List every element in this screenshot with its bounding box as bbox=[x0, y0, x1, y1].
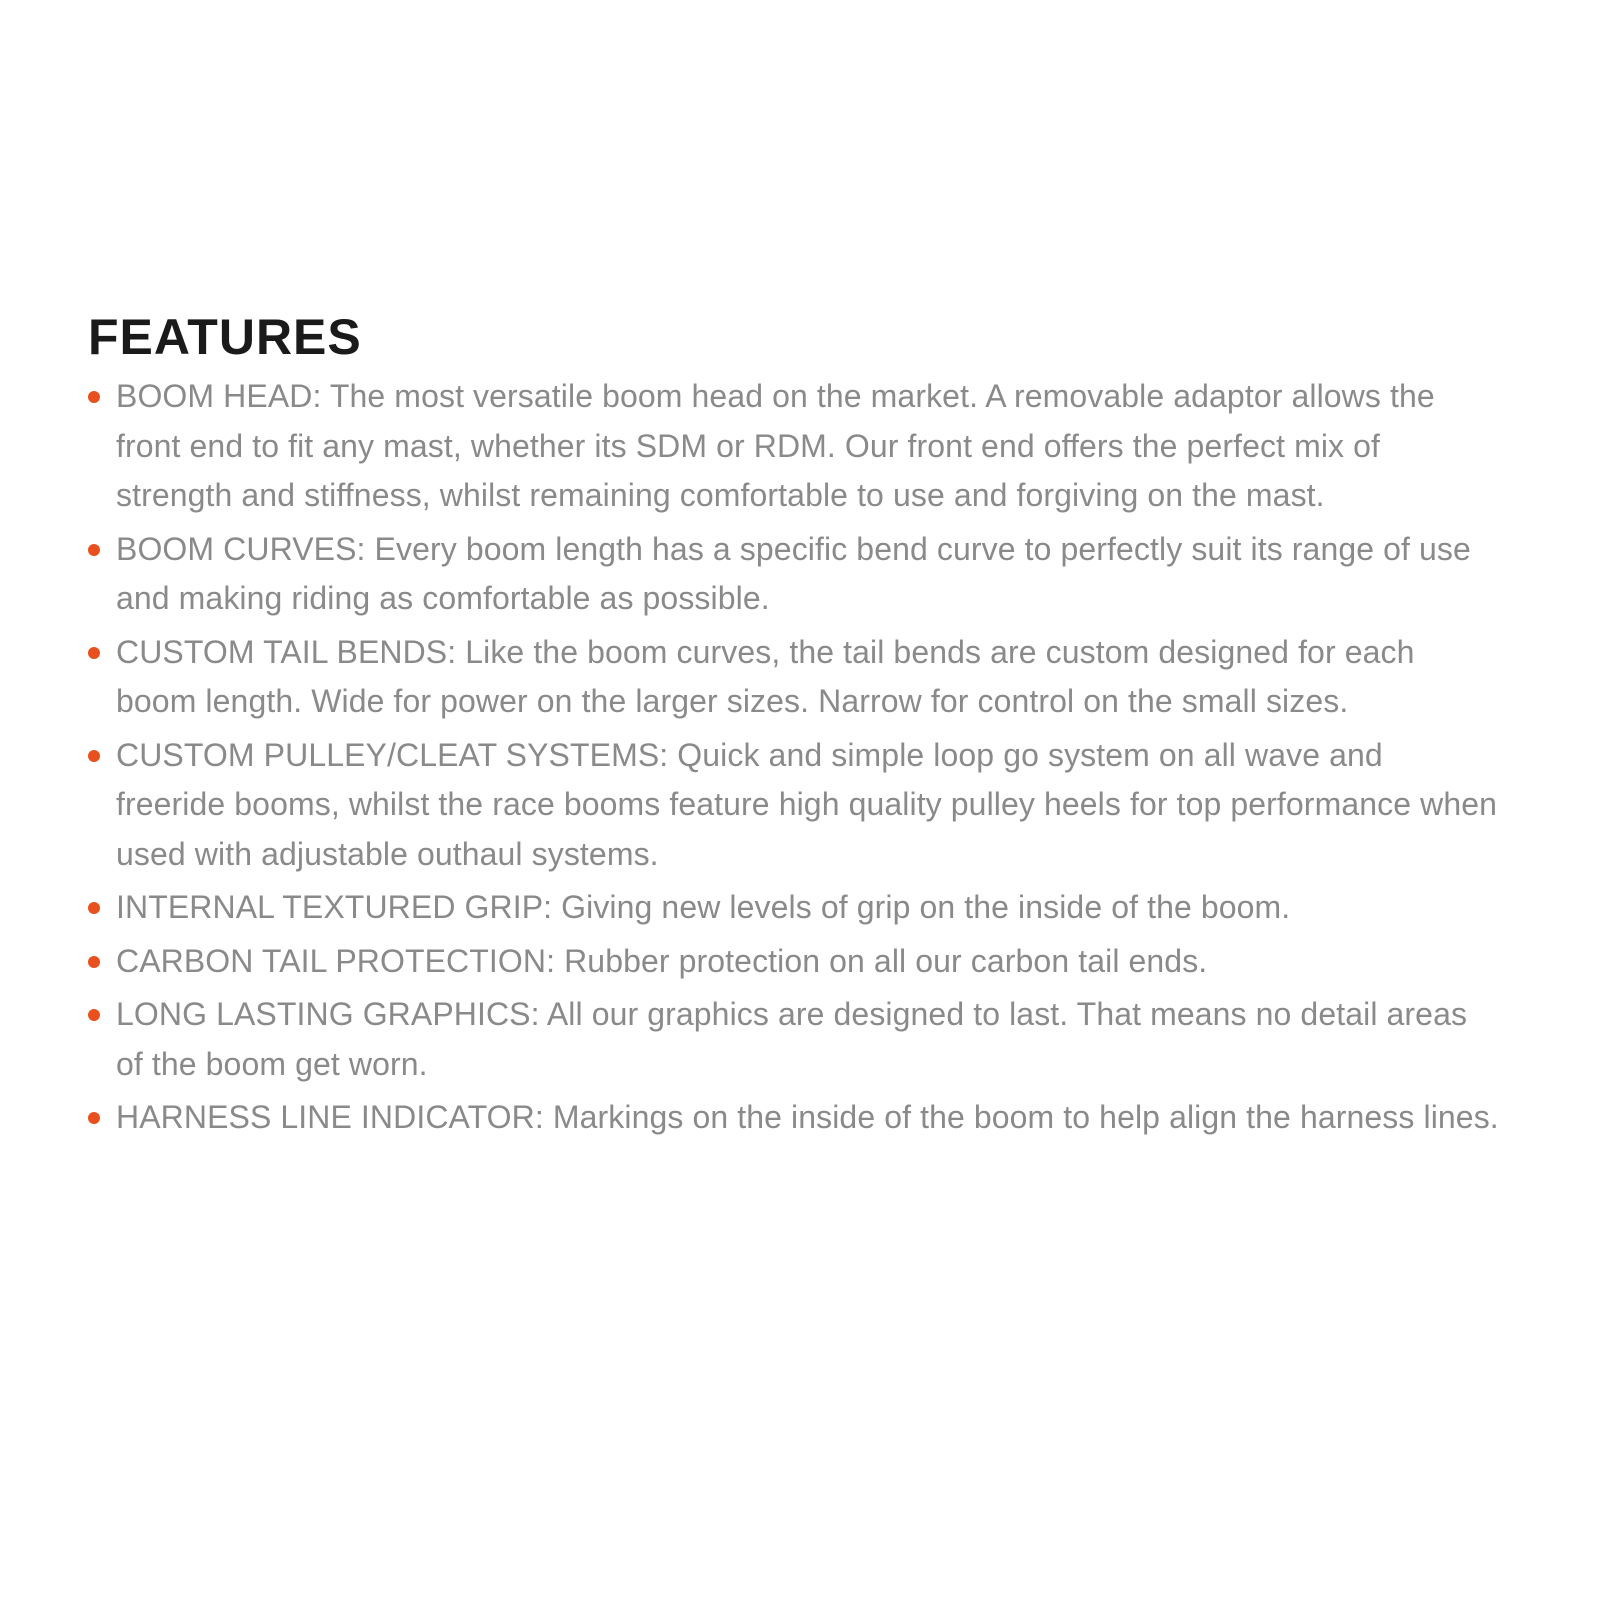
bullet-icon bbox=[88, 902, 100, 914]
feature-item-boom-head bbox=[88, 372, 1500, 521]
bullet-icon bbox=[88, 647, 100, 659]
features-list bbox=[88, 372, 1500, 1147]
feature-text: LONG LASTING GRAPHICS: All our graphics are designed to last. That means no detail areas of the boom get worn. bbox=[116, 996, 1468, 1082]
bullet-icon bbox=[88, 750, 100, 762]
bullet-icon bbox=[88, 544, 100, 556]
feature-text: BOOM CURVES: Every boom length has a specific bend curve to perfectly suit its range of use and making riding as comfortable as possible. bbox=[116, 530, 1471, 616]
page-title: FEATURES bbox=[88, 308, 362, 365]
feature-text: BOOM HEAD: The most versatile boom head on the market. A removable adaptor allows the front end to fit any mast, whether its SDM or RDM. Our front end offers the perfect mix of strength and stiffness, whilst remaining comfortable to use and forgiving on the mast. bbox=[116, 378, 1435, 513]
feature-item-boom-curves bbox=[88, 525, 1500, 624]
feature-item-custom-tail-bends bbox=[88, 628, 1500, 727]
bullet-icon bbox=[88, 1112, 100, 1124]
bullet-icon bbox=[88, 1009, 100, 1021]
feature-item-long-lasting-graphics bbox=[88, 990, 1500, 1089]
feature-text: CUSTOM TAIL BENDS: Like the boom curves, the tail bends are custom designed for each boom length. Wide for power on the larger sizes. Narrow for control on the small sizes. bbox=[116, 633, 1415, 719]
feature-item-custom-pulley-cleat-systems bbox=[88, 731, 1500, 880]
bullet-icon bbox=[88, 956, 100, 968]
bullet-icon bbox=[88, 391, 100, 403]
feature-item-carbon-tail-protection bbox=[88, 937, 1500, 987]
feature-text: CARBON TAIL PROTECTION: Rubber protection on all our carbon tail ends. bbox=[116, 942, 1208, 979]
feature-item-internal-textured-grip bbox=[88, 883, 1500, 933]
feature-item-harness-line-indicator bbox=[88, 1093, 1500, 1143]
feature-text: CUSTOM PULLEY/CLEAT SYSTEMS: Quick and simple loop go system on all wave and freeride booms, whilst the race booms feature high quality pulley heels for top performance when used with adjustable outhaul systems. bbox=[116, 736, 1498, 872]
feature-text: INTERNAL TEXTURED GRIP: Giving new levels of grip on the inside of the boom. bbox=[116, 889, 1291, 925]
feature-text: HARNESS LINE INDICATOR: Markings on the inside of the boom to help align the harness lines. bbox=[116, 1099, 1499, 1135]
